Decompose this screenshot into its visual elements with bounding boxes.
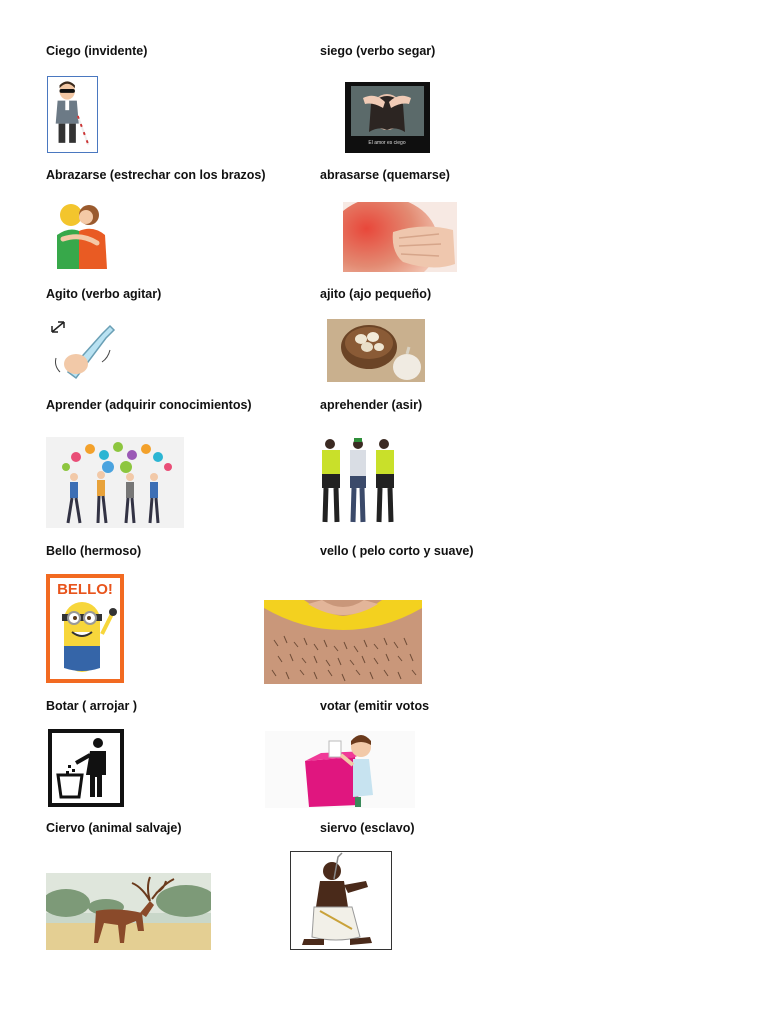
voting-ballot-image <box>265 731 415 808</box>
word-label-agito: Agito (verbo agitar) <box>46 287 162 301</box>
sunburn-shoulder-image <box>343 202 457 272</box>
photo-caption: El amor es ciego <box>368 140 406 146</box>
word-label-ajito: ajito (ajo pequeño) <box>320 287 432 301</box>
garlic-image <box>327 319 425 382</box>
word-label-ciego: Ciego (invidente) <box>46 44 148 58</box>
kneeling-slave-image <box>290 851 392 950</box>
poster-text: BELLO! <box>57 581 113 598</box>
word-label-siego: siego (verbo segar) <box>320 44 436 58</box>
shaking-bottle-image <box>48 318 116 382</box>
word-label-botar: Botar ( arrojar ) <box>46 699 137 713</box>
word-label-ciervo: Ciervo (animal salvaje) <box>46 821 182 835</box>
trash-pictogram-image <box>48 729 124 807</box>
word-label-bello: Bello (hermoso) <box>46 544 142 558</box>
minion-bello-image <box>46 574 124 683</box>
hairy-chest-image <box>264 600 422 684</box>
students-learning-image <box>46 437 184 528</box>
word-label-aprehender: aprehender (asir) <box>320 398 423 412</box>
woman-covering-eyes-image <box>345 82 430 153</box>
word-label-abrasarse: abrasarse (quemarse) <box>320 168 450 182</box>
deer-image <box>46 873 211 950</box>
hugging-image <box>53 199 111 269</box>
word-label-aprender: Aprender (adquirir conocimientos) <box>46 398 252 412</box>
word-label-vello: vello ( pelo corto y suave) <box>320 544 474 558</box>
word-label-votar: votar (emitir votos <box>320 699 430 713</box>
blind-person-image <box>47 76 98 153</box>
word-label-abrazarse: Abrazarse (estrechar con los brazos) <box>46 168 266 182</box>
word-label-siervo: siervo (esclavo) <box>320 821 415 835</box>
police-arrest-image <box>316 436 401 526</box>
